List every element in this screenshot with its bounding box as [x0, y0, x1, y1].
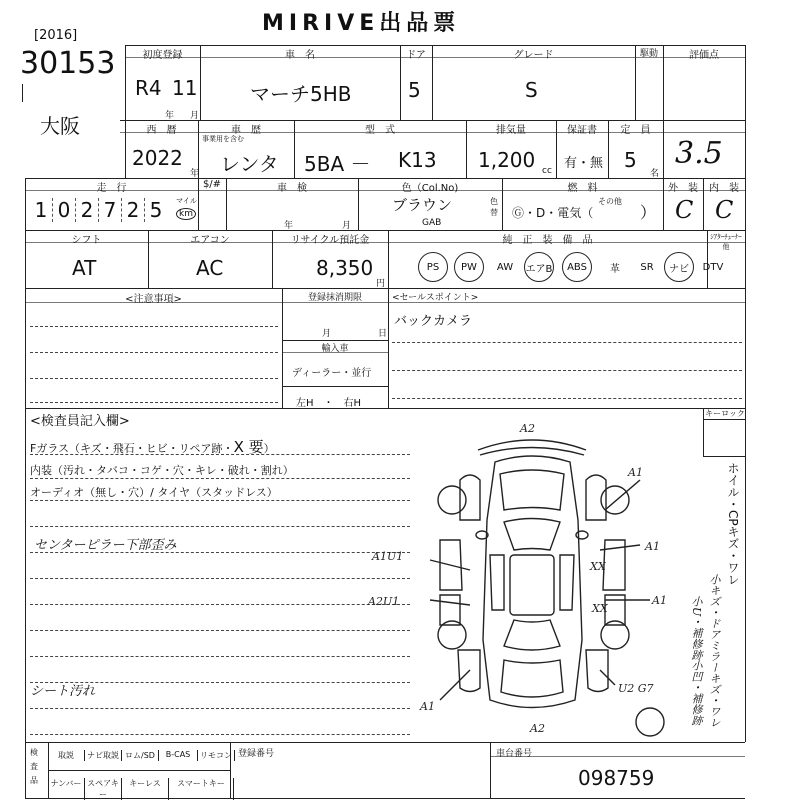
doors: 5	[408, 78, 421, 102]
header-sales-point: <セールスポイント>	[392, 293, 479, 303]
header-reg-expiry: 登録抹消期限	[307, 293, 362, 303]
equipment-item: PW	[454, 252, 484, 282]
fuel-close: ）	[640, 203, 657, 222]
footer-item: ロム/SD	[122, 750, 159, 761]
inspector-interior: 内装（汚れ・タバコ・コゲ・穴・キレ・破れ・割れ）	[30, 464, 294, 477]
footer-item: 取説	[48, 750, 85, 761]
footer-items-row1	[48, 750, 235, 761]
mileage-digit: 5	[149, 198, 163, 222]
header-recycle: リサイクル預託金	[290, 235, 370, 246]
mark-a1-top-right: A1	[628, 466, 643, 479]
aircon: AC	[196, 256, 224, 280]
header-shift: シフト	[71, 235, 102, 246]
mark-a2-top: A2	[520, 422, 535, 435]
year-tag: [2016]	[34, 28, 78, 43]
header-drive: 駆動	[639, 49, 658, 59]
footer-item: ナビ取説	[85, 750, 122, 761]
recycle-amount: 8,350	[316, 256, 374, 280]
warranty: 有・無	[564, 156, 604, 171]
header-interior: 内 装	[709, 183, 739, 194]
header-fuel: 燃 料	[567, 183, 598, 194]
grade: S	[525, 78, 538, 102]
header-first-reg: 初度登録	[142, 50, 183, 61]
history: レンタ	[220, 152, 279, 176]
car-damage-diagram	[368, 410, 690, 740]
side-note-4: 小U・補修跡	[690, 596, 703, 661]
yen-unit: 円	[376, 279, 386, 289]
mile-label: マイル	[176, 197, 197, 205]
reg-number-label: 登録番号	[238, 749, 275, 759]
header-color: 色（Col.No)	[401, 183, 459, 194]
reg-month: 月	[322, 329, 332, 339]
serial-number: 098759	[578, 766, 655, 790]
mileage-digits	[30, 198, 167, 222]
header-notes: <注意事項>	[125, 294, 182, 305]
chassis-label: 車台番号	[496, 749, 533, 759]
seireki: 2022	[132, 146, 183, 170]
km-label: km	[176, 208, 196, 220]
header-seireki: 西 暦	[146, 125, 177, 136]
inspection-year: 年	[284, 221, 294, 231]
header-theater: ｼｱﾀｰﾁｭｰﾅｰ他	[710, 233, 742, 251]
header-doors: ドア	[406, 50, 426, 61]
document-title: MIRIVE出品票	[262, 11, 461, 36]
equipment-list	[418, 252, 748, 286]
footer-item: ナンバー	[48, 778, 85, 800]
side-note-main: ホイル・CPキズ・ワレ	[726, 462, 740, 586]
mileage-digit: 0	[53, 198, 76, 222]
color-code: GAB	[422, 218, 442, 228]
header-history: 車 歴	[231, 125, 261, 136]
mark-xx-1: XX	[590, 560, 606, 573]
reg-day: 日	[378, 329, 388, 339]
header-score: 評価点	[689, 50, 719, 61]
mark-a2u1: A2U1	[368, 595, 400, 608]
header-inspection: 車 検	[277, 183, 307, 194]
mark-a2-bottom: A2	[530, 722, 545, 735]
equipment-item: DTV	[702, 261, 724, 273]
side-note-3: 小凹・補修跡	[690, 660, 703, 726]
lot-number: 30153	[20, 46, 116, 81]
mark-a1-bottom-left: A1	[420, 700, 435, 713]
model-prefix: 5BA －	[304, 152, 371, 176]
footer-item: リモコン	[198, 750, 235, 761]
header-warranty: 保証書	[567, 125, 597, 136]
model-code: K13	[398, 148, 437, 172]
header-grade: グレード	[513, 50, 554, 61]
seireki-year-unit: 年	[190, 169, 200, 179]
footer-item: キーレス	[122, 778, 169, 800]
inspection-month: 月	[342, 221, 352, 231]
mark-a1-right-2: A1	[652, 594, 667, 607]
header-aircon: エアコン	[190, 235, 230, 246]
mark-a1-right-1: A1	[645, 540, 660, 553]
footer-item: スマートキー	[169, 778, 234, 800]
glass-close: ）	[263, 442, 275, 455]
header-model: 型 式	[365, 125, 395, 136]
capacity: 5	[624, 148, 637, 172]
header-import: 輸入車	[321, 344, 349, 354]
fuel-other: その他	[598, 197, 622, 206]
glass-text: Fガラス（キズ・飛石・ヒビ・リペア跡・	[30, 442, 234, 455]
month-unit: 月	[190, 111, 200, 121]
equipment-item: SR	[640, 261, 654, 273]
header-keylock: キーロック	[705, 409, 745, 418]
import-dealer: ディーラー・並行	[292, 368, 372, 379]
inspector-handwritten-1: センターピラー下部歪み	[34, 538, 177, 553]
equipment-item: PS	[418, 252, 448, 282]
glass-x: X 要	[233, 438, 264, 456]
keylock-box	[703, 408, 746, 457]
header-exterior: 外 装	[668, 183, 698, 194]
equipment-item: エアB	[524, 252, 554, 282]
header-mileage: 走 行	[96, 183, 127, 194]
displacement: 1,200	[478, 148, 536, 172]
first-reg-era: R4	[135, 76, 162, 100]
year-unit: 年	[165, 111, 175, 121]
mileage-digit: 2	[76, 198, 99, 222]
sales-point: バックカメラ	[394, 314, 473, 329]
footer-item: スペアキー	[85, 778, 122, 800]
capacity-unit: 名	[650, 169, 660, 179]
header-capacity: 定 員	[620, 125, 651, 136]
inspector-audio: オーディオ（無し・穴）/ タイヤ（スタッドレス）	[30, 486, 278, 499]
inspector-handwritten-2: シート汚れ	[30, 684, 96, 699]
mark-u2: U2 G7	[618, 682, 654, 695]
score-handwritten: 3.5	[675, 136, 723, 171]
exterior-handwritten: C	[675, 196, 694, 224]
interior-handwritten: C	[715, 196, 734, 224]
mark-a1u1: A1U1	[372, 550, 404, 563]
mileage-digit: 1	[30, 198, 53, 222]
location: 大阪	[40, 114, 80, 138]
shift: AT	[72, 256, 97, 280]
equipment-item: ナビ	[664, 252, 694, 282]
mileage-digit: 7	[99, 198, 122, 222]
cc-unit: cc	[542, 166, 552, 176]
equipment-item: 革	[610, 263, 620, 275]
mark-xx-2: XX	[592, 602, 608, 615]
footer-inspect-col: 検査品	[30, 748, 38, 785]
mileage-digit: 2	[122, 198, 145, 222]
header-sdollar: $/#	[202, 179, 222, 190]
header-inspector: <検査員記入欄>	[30, 414, 130, 429]
color: ブラウン	[392, 196, 453, 214]
footer-item: B-CAS	[159, 750, 198, 761]
color-change: 色替	[490, 197, 498, 217]
car-name: マーチ5HB	[250, 82, 352, 106]
handle-side: 左H ・ 右H	[296, 398, 362, 409]
equipment-item: ABS	[562, 252, 592, 282]
header-equipment: 純 正 装 備 品	[502, 235, 593, 246]
first-reg-month: 11	[172, 76, 198, 100]
history-note: 事業用を含む	[202, 135, 244, 143]
fuel-options: Ⓖ・D・電気（	[512, 206, 594, 220]
side-note-2: 小キズ・ドアミラーキズ・ワレ	[708, 574, 721, 728]
footer-items-row2	[48, 778, 234, 800]
equipment-item: AW	[496, 261, 514, 273]
header-car-name: 車 名	[285, 50, 315, 61]
header-displacement: 排気量	[496, 125, 526, 136]
